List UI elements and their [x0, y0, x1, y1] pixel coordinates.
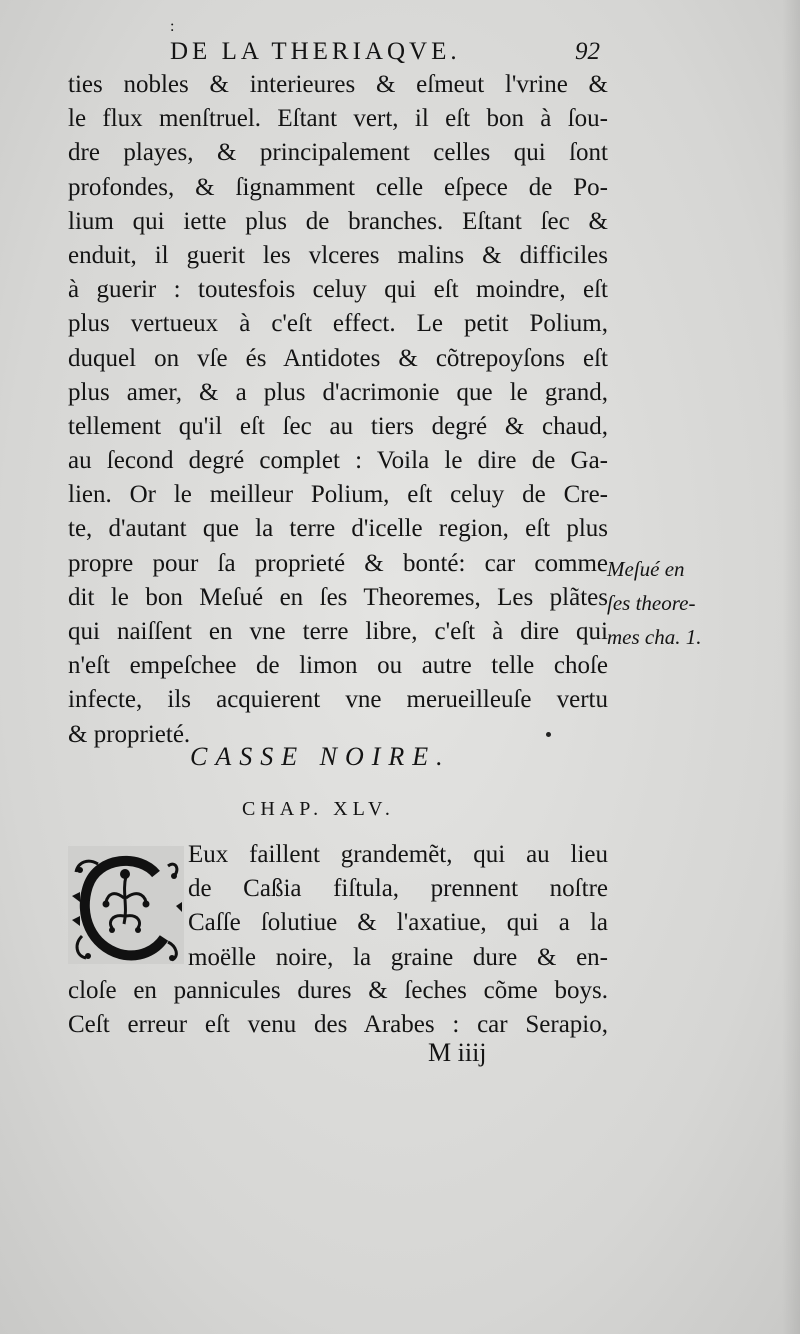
marginal-note-line: mes cha. 1. [607, 625, 702, 650]
text-line: ties nobles & interieures & eſmeut l'vrine & [68, 71, 608, 98]
text-line: propre pour ſa proprieté & bonté: car comme [68, 549, 608, 577]
text-line: infecte, ils acquierent vne merueilleuſe vertu [68, 686, 608, 714]
section-title: CASSE NOIRE. [190, 742, 451, 771]
text-line: qui naiſſent en vne terre libre, c'eſt à dire qui [68, 618, 608, 645]
decorated-initial-c [68, 846, 184, 964]
marginal-note-line: ſes theore- [607, 591, 696, 616]
text-line: à guerir : toutesfois celuy qui eſt moindre, eſt [68, 276, 608, 304]
text-line: dre playes, & principalement celles qui ſont [68, 139, 608, 167]
text-line: de Caßia fiſtula, prennent noſtre [188, 875, 608, 903]
chapter-opening-text [188, 838, 608, 975]
text-line: plus amer, & a plus d'acrimonie que le grand, [68, 378, 608, 406]
text-line: Ceſt erreur eſt venu des Arabes : car Serapio, [68, 1011, 608, 1039]
text-line: te, d'autant que la terre d'icelle region, eſt plus [68, 515, 608, 543]
text-line: lien. Or le meilleur Polium, eſt celuy de Cre- [68, 481, 608, 509]
text-line: dit le bon Meſué en ſes Theoremes, Les plãtes [68, 583, 608, 611]
text-line: n'eſt empeſchee de limon ou autre telle choſe [68, 652, 608, 680]
text-line: lium qui iette plus de branches. Eſtant ſec & [68, 207, 608, 235]
top-mark: : [170, 18, 175, 35]
text-line: le flux menſtruel. Eſtant vert, il eſt bon à ſou- [68, 105, 608, 133]
text-line: plus vertueux à c'eſt effect. Le petit Polium, [68, 310, 608, 338]
signature-mark: M iiij [428, 1038, 487, 1067]
text-line: enduit, il guerit les vlceres malins & difficiles [68, 241, 608, 269]
page-header [170, 38, 600, 68]
text-line: profondes, & ſignamment celle eſpece de Po- [68, 173, 608, 201]
text-line: moëlle noire, la graine dure & en- [188, 943, 608, 971]
marginal-note-line: Meſué en [607, 557, 685, 581]
running-title: DE LA THERIAQVE. [170, 38, 461, 65]
text-line: duquel on vſe és Antidotes & cõtrepoyſons eſt [68, 344, 608, 372]
main-text-block [68, 68, 608, 752]
text-line: tellement qu'il eſt ſec au tiers degré & chaud, [68, 412, 608, 440]
text-line: au ſecond degré complet : Voila le dire de Ga- [68, 447, 608, 475]
marginal-note [607, 552, 787, 655]
ink-dot [546, 732, 551, 737]
chapter-continued-text [68, 974, 608, 1042]
text-line: cloſe en pannicules dures & ſeches cõme boys. [68, 977, 608, 1004]
floral-initial-icon [68, 846, 184, 964]
folio-number: 92 [575, 38, 600, 65]
text-line: & proprieté. [68, 720, 191, 748]
text-line: Caſſe ſolutiue & l'axatiue, qui a la [188, 909, 608, 937]
page-edge-shadow [782, 0, 800, 1334]
chapter-title: CHAP. XLV. [242, 798, 395, 820]
text-line: Eux faillent grandemẽt, qui au lieu [188, 841, 608, 868]
